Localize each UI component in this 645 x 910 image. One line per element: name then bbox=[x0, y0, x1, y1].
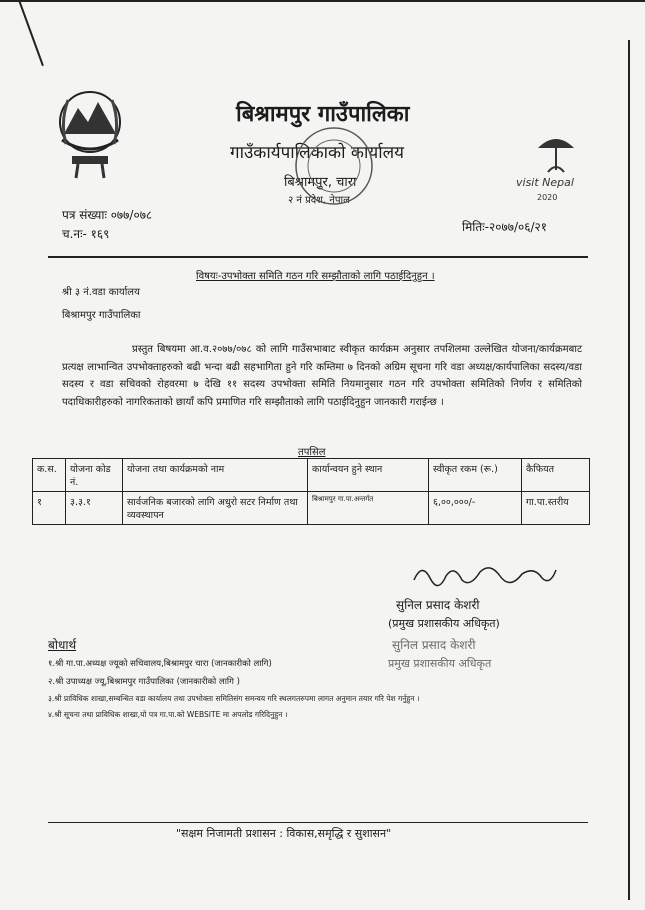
footer-divider bbox=[48, 822, 588, 823]
dispatch-number: च.नः- १६९ bbox=[62, 227, 110, 241]
details-table bbox=[32, 458, 590, 525]
cell-amount: ६,००,०००/- bbox=[429, 492, 522, 525]
visit-nepal-year: 2020 bbox=[537, 193, 558, 202]
table-caption: तपसिल bbox=[298, 447, 326, 458]
visit-nepal-logo-icon bbox=[530, 128, 582, 178]
cc-item-2: २.श्री उपाध्यक्ष ज्यू,बिश्रामपुर गाउँपालिका (जानकारीको लागि ) bbox=[48, 677, 240, 687]
header-divider bbox=[48, 256, 588, 258]
cc-item-1: १.श्री गा.पा.अध्यक्ष ज्यूको सचिवालय,बिश्रामपुर चारा (जानकारीको लागि) bbox=[48, 659, 272, 669]
table-row bbox=[33, 492, 590, 525]
stamp-title: प्रमुख प्रशासकीय अधिकृत bbox=[388, 657, 492, 670]
stamp-name: सुनिल प्रसाद केशरी bbox=[392, 638, 476, 652]
col-amount: स्वीकृत रकम (रू.) bbox=[429, 459, 522, 492]
cell-code: ३.३.१ bbox=[66, 492, 123, 525]
cc-item-3: ३.श्री प्राविधिक शाखा,सम्बन्धित वडा कार्यालय तथा उपभोक्ता समितिसंग समन्वय गरि स्थलगतरुपमा लागत अनुमान तयार गरि पेश गर्नुहुन । bbox=[48, 694, 420, 703]
handwritten-signature bbox=[410, 558, 560, 592]
top-edge bbox=[0, 0, 645, 2]
recipient-line-2: बिश्रामपुर गाउँपालिका bbox=[62, 310, 141, 321]
footer-motto: "सक्षम निजामती प्रशासन : विकास,समृद्धि र सुशासन" bbox=[176, 827, 392, 840]
cell-remarks: गा.पा.स्तरीय bbox=[522, 492, 590, 525]
office-seal-icon bbox=[292, 124, 376, 208]
col-sn: क.स. bbox=[33, 459, 66, 492]
office-province: २ नं प्रदेश, नेपाल bbox=[288, 195, 350, 206]
reference-number: पत्र संख्याः ०७७/०७८ bbox=[62, 208, 153, 222]
right-edge bbox=[628, 40, 630, 900]
nepal-emblem-icon bbox=[48, 82, 132, 182]
subject-line: विषयः-उपभोक्ता समिति गठन गरि सम्झौताको लागि पठाईदिनुहुन । bbox=[196, 271, 435, 282]
cc-item-4: ४.श्री सूचना तथा प्राविधिक शाखा,यो पत्र गा.पा.को WEBSITE मा अपलोड गरिदिनुहुन । bbox=[48, 710, 288, 719]
col-name: योजना तथा कार्यक्रमको नाम bbox=[123, 459, 308, 492]
signatory-title: (प्रमुख प्रशासकीय अधिकृत) bbox=[388, 617, 500, 630]
office-address: बिश्रामपुर, चारा bbox=[284, 175, 357, 190]
corner-fold bbox=[18, 0, 44, 66]
recipient-line-1: श्री ३ नं.वडा कार्यालय bbox=[62, 287, 140, 298]
signatory-name: सुनिल प्रसाद केशरी bbox=[396, 598, 480, 612]
letter-body: प्रस्तुत बिषयमा आ.व.२०७७/०७८ को लागि गाउँसभाबाट स्वीकृत कार्यक्रम अनुसार तपशिलमा उल्लेखित योजना/कार्यक्रमबाट प्रत्यक्ष लाभान्वित उपभोक्ताहरुको बढी भन्दा बढी सहभागिता हुने गरि कम्तिमा ७ दिनको अग्रिम सूचना गरि वडा अध्यक्ष/कार्यपालिका सदस्य/वडा सदस्य र वडा सचिवको रोहवरमा ७ देखि ११ सदस्य उपभोक्ता समिति नियमानुसार गठन गरि उपभोक्ता समितिको निर्णय र समितिको पदाधिकारीहरुको नागरिकताको छायाँ कपि प्रमाणित गरि सम्झौताको लागि पठाईदिनुहुन जानकारी गराईन्छ । bbox=[62, 344, 582, 408]
cell-name: सार्वजनिक बजारको लागि अधुरो सटर निर्माण तथा व्यवस्थापन bbox=[123, 492, 308, 525]
col-code: योजना कोड नं. bbox=[66, 459, 123, 492]
visit-nepal-text: visit Nepal bbox=[516, 176, 574, 189]
office-name: बिश्रामपुर गाउँपालिका bbox=[236, 102, 410, 127]
letter-date: मितिः-२०७७/०६/२१ bbox=[462, 220, 547, 234]
cc-title: बोधार्थ bbox=[48, 638, 77, 652]
cell-location: बिश्रामपुर गा.पा.अन्तर्गत bbox=[308, 492, 429, 525]
office-type: गाउँकार्यपालिकाको कार्यालय bbox=[230, 143, 405, 163]
cell-sn: १ bbox=[33, 492, 66, 525]
col-location: कार्यान्वयन हुने स्थान bbox=[308, 459, 429, 492]
col-remarks: कैफियत bbox=[522, 459, 590, 492]
table-header-row bbox=[33, 459, 590, 492]
